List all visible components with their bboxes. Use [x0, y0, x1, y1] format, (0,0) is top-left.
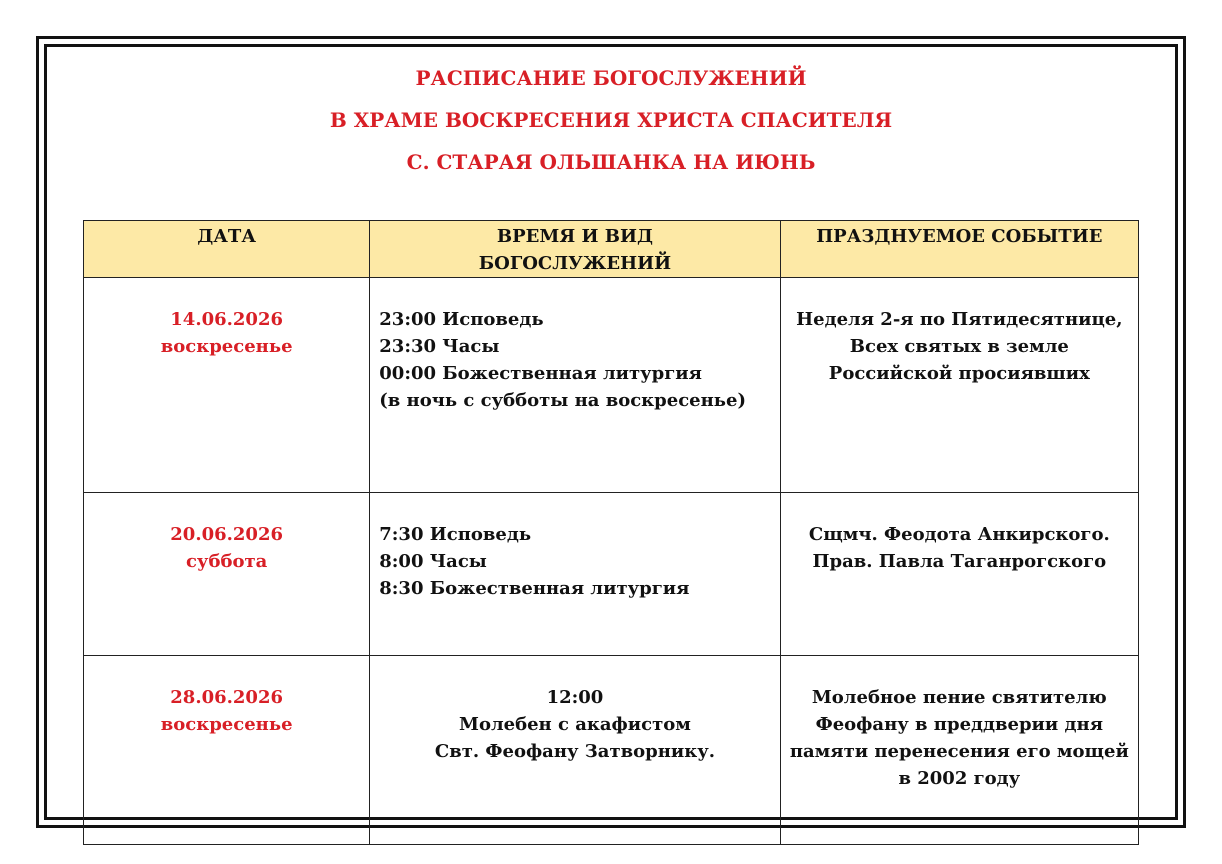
event-line: Феофану в преддверии дня: [815, 714, 1103, 735]
service-line: 23:30 Часы: [379, 336, 500, 357]
service-line: 00:00 Божественная литургия: [379, 363, 702, 384]
service-line: 12:00: [546, 687, 604, 708]
date-cell: [84, 493, 370, 656]
table-row: [84, 493, 1139, 656]
title-line-3: С. СТАРАЯ ОЛЬШАНКА НА ИЮНЬ: [406, 150, 816, 174]
event-line: Неделя 2-я по Пятидесятнице,: [796, 309, 1123, 330]
event-line: Российской просиявших: [828, 363, 1090, 384]
service-line: Молебен с акафистом: [459, 714, 691, 735]
event-cell: [780, 278, 1138, 493]
service-line: 8:00 Часы: [379, 551, 487, 572]
event-line: Всех святых в земле: [849, 336, 1069, 357]
event-line: Молебное пение святителю: [811, 687, 1107, 708]
service-line: 8:30 Божественная литургия: [379, 578, 690, 599]
services-cell: [370, 278, 780, 493]
date-value: 28.06.2026: [170, 687, 283, 708]
table-row: [84, 278, 1139, 493]
date-cell: [84, 656, 370, 845]
schedule-table: [83, 220, 1139, 845]
date-cell: [84, 278, 370, 493]
table-header-row: [84, 221, 1139, 278]
event-line: Прав. Павла Таганрогского: [812, 551, 1107, 572]
date-value: 20.06.2026: [170, 524, 283, 545]
weekday-value: суббота: [185, 551, 268, 572]
event-line: Сщмч. Феодота Анкирского.: [808, 524, 1110, 545]
header-time: ВРЕМЯ И ВИД БОГОСЛУЖЕНИЙ: [370, 221, 780, 278]
header-date: ДАТА: [84, 221, 370, 278]
service-line: 23:00 Исповедь: [379, 309, 544, 330]
title-line-2: В ХРАМЕ ВОСКРЕСЕНИЯ ХРИСТА СПАСИТЕЛЯ: [329, 108, 893, 132]
event-cell: [780, 493, 1138, 656]
service-line: (в ночь с субботы на воскресенье): [379, 390, 746, 411]
service-line: 7:30 Исповедь: [379, 524, 532, 545]
weekday-value: воскресенье: [160, 714, 293, 735]
event-line: в 2002 году: [898, 768, 1021, 789]
header-event: ПРАЗДНУЕМОЕ СОБЫТИЕ: [780, 221, 1138, 278]
services-cell: [370, 656, 780, 845]
event-cell: [780, 656, 1138, 845]
title-line-1: РАСПИСАНИЕ БОГОСЛУЖЕНИЙ: [415, 66, 807, 90]
weekday-value: воскресенье: [160, 336, 293, 357]
event-line: памяти перенесения его мощей: [789, 741, 1129, 762]
service-line: Свт. Феофану Затворнику.: [434, 741, 716, 762]
services-cell: [370, 493, 780, 656]
date-value: 14.06.2026: [170, 309, 283, 330]
table-row: [84, 656, 1139, 845]
